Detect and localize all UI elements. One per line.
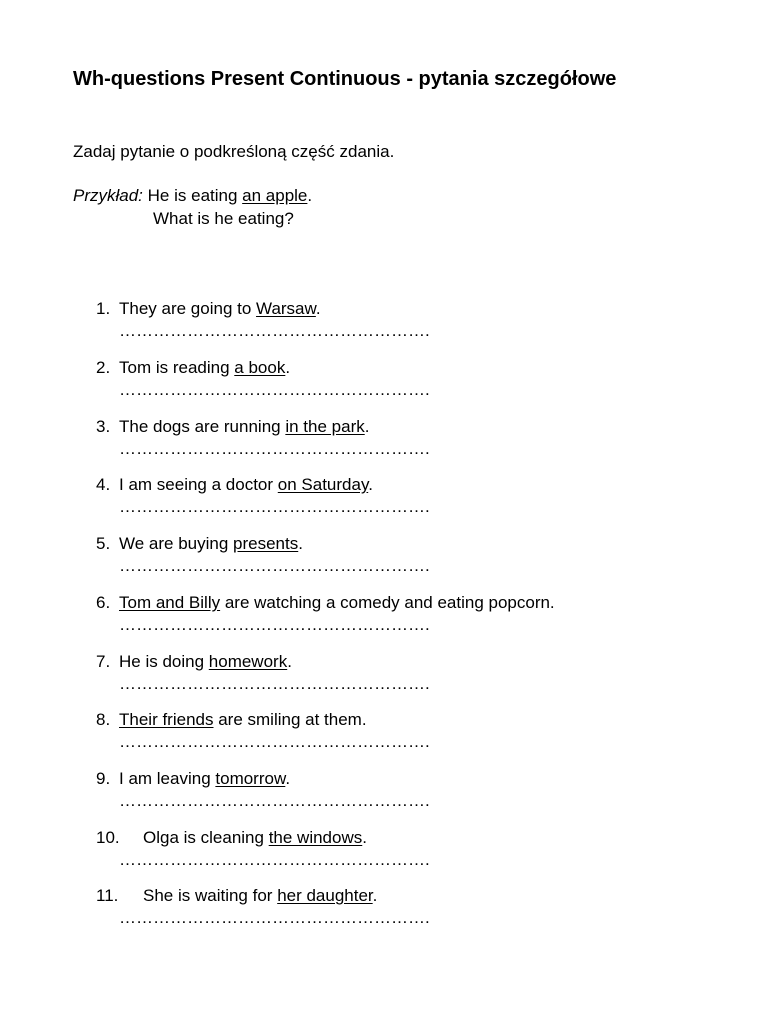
sentence-underlined: Their friends	[119, 710, 214, 729]
sentence-after: .	[287, 652, 292, 671]
exercise-item	[0, 417, 768, 469]
instruction-text: Zadaj pytanie o podkreśloną część zdania.	[73, 142, 395, 161]
exercise-item	[0, 769, 768, 821]
exercise-item	[0, 299, 768, 351]
page-title: Wh-questions Present Continuous - pytania szczegółowe	[73, 68, 617, 90]
sentence-underlined: presents	[233, 534, 299, 553]
sentence-underlined: tomorrow	[215, 769, 286, 788]
sentence-after: .	[362, 828, 367, 847]
sentence-underlined: homework	[208, 652, 288, 671]
exercise-sentence	[143, 828, 367, 848]
exercise-sentence	[119, 358, 290, 378]
exercise-number: 1.	[96, 299, 111, 318]
sentence-before: I am seeing a doctor	[119, 475, 278, 494]
sentence-underlined: Tom and Billy	[119, 593, 221, 612]
sentence-after: are smiling at them.	[213, 710, 367, 729]
exercise-item	[0, 652, 768, 704]
sentence-before: We are buying	[119, 534, 234, 553]
sentence-before: The dogs are running	[119, 417, 286, 436]
exercise-number: 2.	[96, 358, 111, 377]
answer-line[interactable]: ……………………………………………….	[119, 908, 430, 927]
sentence-after: .	[298, 534, 303, 553]
exercise-item	[0, 358, 768, 410]
exercise-number: 7.	[96, 652, 111, 671]
answer-line[interactable]: ……………………………………………….	[119, 791, 430, 810]
answer-line[interactable]: ……………………………………………….	[119, 615, 430, 634]
sentence-before: I am leaving	[119, 769, 216, 788]
exercise-sentence	[119, 299, 321, 319]
exercise-sentence	[119, 769, 290, 789]
exercise-number: 9.	[96, 769, 111, 788]
exercise-number: 5.	[96, 534, 111, 553]
exercise-sentence	[119, 710, 367, 730]
sentence-after: .	[372, 886, 378, 905]
sentence-after: .	[315, 299, 321, 318]
exercise-number: 3.	[96, 417, 111, 436]
exercise-item	[0, 886, 768, 938]
exercise-item	[0, 828, 768, 880]
answer-line[interactable]: ……………………………………………….	[119, 380, 430, 399]
answer-line[interactable]: ……………………………………………….	[119, 732, 430, 751]
exercise-number: 8.	[96, 710, 111, 729]
example-underlined-part: an apple	[242, 186, 308, 205]
sentence-after: are watching a comedy and eating popcorn.	[220, 593, 555, 612]
sentence-before: He is doing	[119, 652, 209, 671]
answer-line[interactable]: ……………………………………………….	[119, 850, 430, 869]
sentence-after: .	[368, 475, 373, 494]
answer-line[interactable]: ……………………………………………….	[119, 439, 430, 458]
answer-line[interactable]: ……………………………………………….	[119, 497, 430, 516]
example-question: What is he eating?	[153, 209, 294, 228]
example-sentence-before: He is eating	[147, 186, 243, 205]
sentence-after: .	[364, 417, 370, 436]
sentence-underlined: in the park	[285, 417, 365, 436]
sentence-before: She is waiting for	[143, 886, 278, 905]
example-sentence-after: .	[307, 186, 313, 205]
exercise-sentence	[119, 652, 292, 672]
exercise-item	[0, 534, 768, 586]
exercise-item	[0, 475, 768, 527]
exercise-number: 4.	[96, 475, 111, 494]
exercise-sentence	[119, 534, 303, 554]
exercise-sentence	[119, 593, 555, 613]
exercise-number: 10.	[96, 828, 120, 847]
sentence-underlined: on Saturday	[277, 475, 369, 494]
exercise-number: 11.	[96, 886, 119, 905]
exercise-item	[0, 710, 768, 762]
exercise-sentence	[143, 886, 377, 906]
example-label: Przykład:	[73, 186, 143, 205]
sentence-before: Olga is cleaning	[143, 828, 269, 847]
exercise-sentence	[119, 417, 369, 437]
sentence-before: They are going to	[119, 299, 257, 318]
answer-line[interactable]: ……………………………………………….	[119, 556, 430, 575]
example-sentence	[73, 186, 312, 206]
answer-line[interactable]: ……………………………………………….	[119, 321, 430, 340]
sentence-before: Tom is reading	[119, 358, 235, 377]
sentence-after: .	[285, 358, 291, 377]
sentence-underlined: Warsaw	[256, 299, 316, 318]
sentence-underlined: her daughter	[277, 886, 373, 905]
sentence-after: .	[285, 769, 291, 788]
sentence-underlined: a book	[234, 358, 286, 377]
sentence-underlined: the windows	[268, 828, 363, 847]
exercise-number: 6.	[96, 593, 111, 612]
answer-line[interactable]: ……………………………………………….	[119, 674, 430, 693]
exercise-sentence	[119, 475, 373, 495]
exercise-item	[0, 593, 768, 645]
